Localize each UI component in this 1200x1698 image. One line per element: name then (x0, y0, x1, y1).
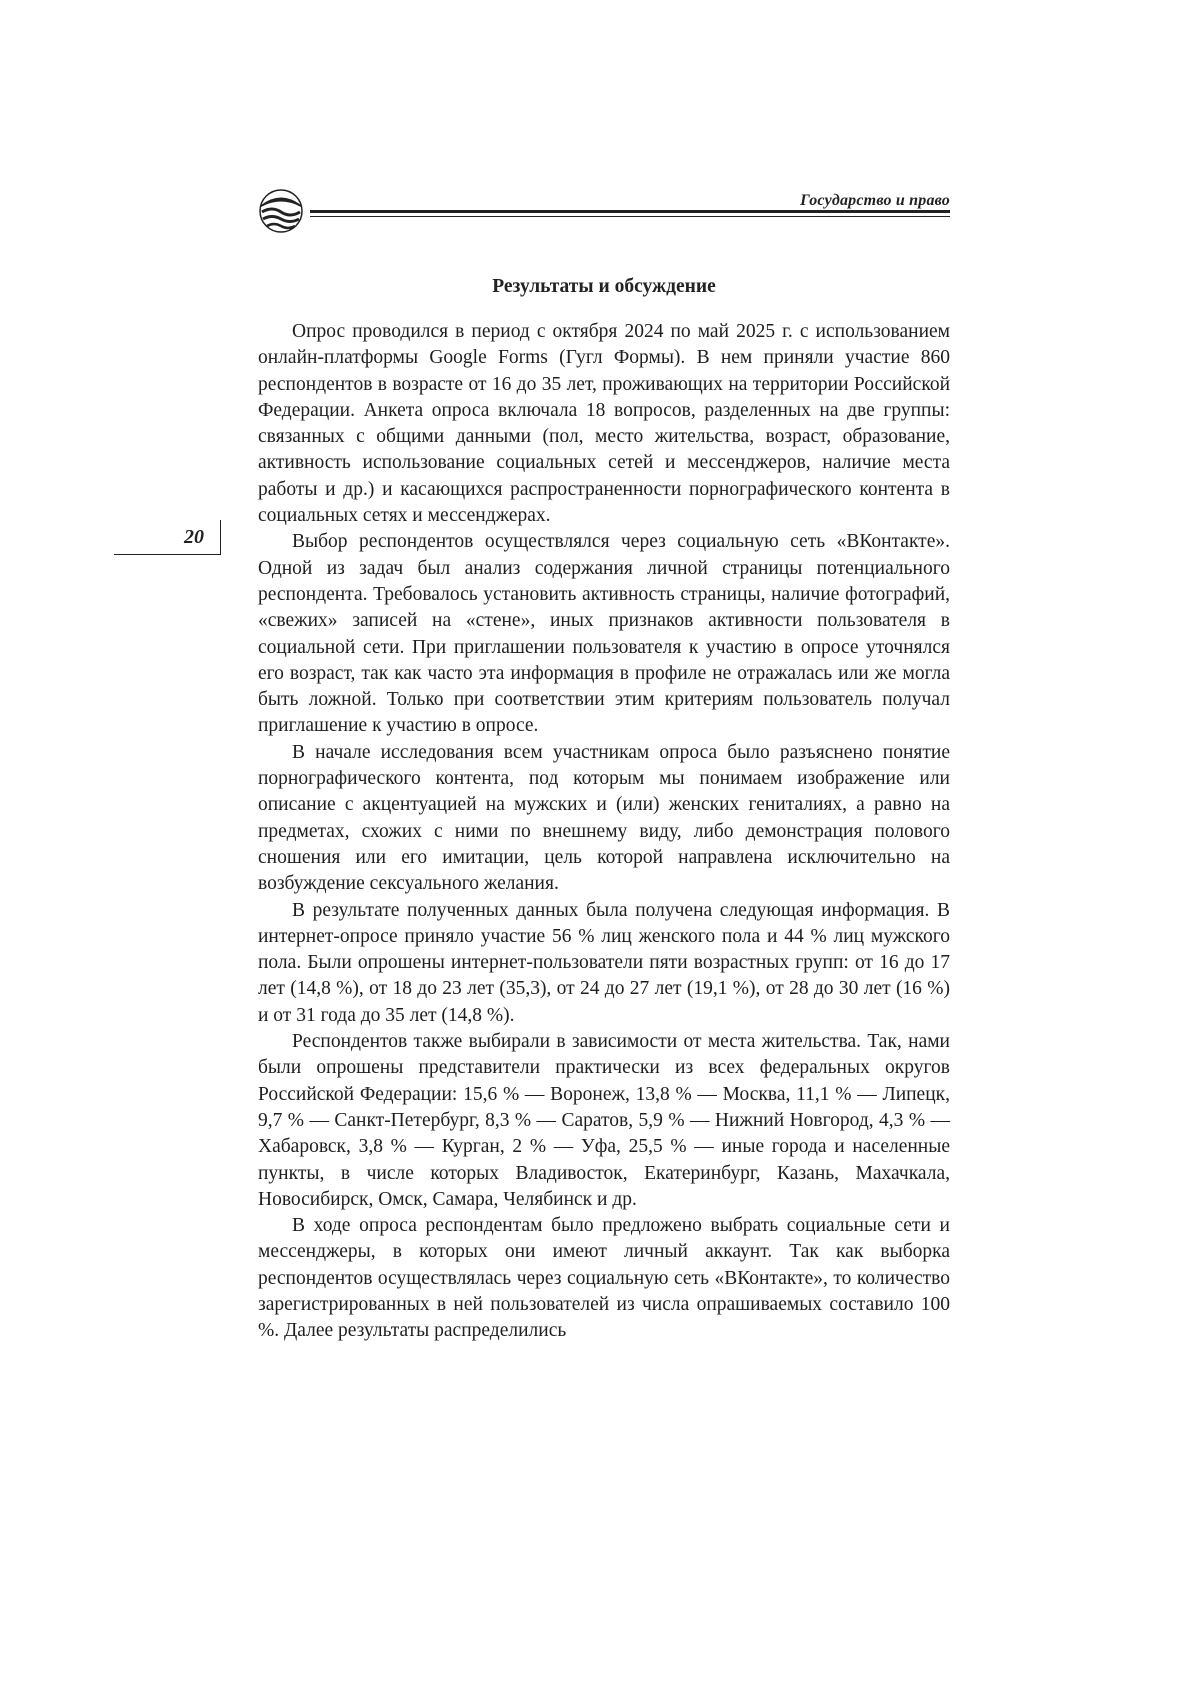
section-heading: Результаты и обсуждение (492, 276, 716, 297)
paragraph: В ходе опроса респондентам было предложено выбрать социальные сети и мессенджеры, в которых они имеют личный аккаунт. Так как выборка респондентов осуществлялась через социальную сеть «ВКонтакте», то количество зарегистрированных в ней пользователей из числа опрашиваемых составило 100 %. Далее результаты распределились (258, 1215, 950, 1342)
body-text (258, 319, 950, 1345)
page-number: 20 (184, 526, 204, 548)
paragraph: Респондентов также выбирали в зависимости от места жительства. Так, нами были опрошены представители практически из всех федеральных округов Российской Федерации: 15,6 % — Воронеж, 13,8 % — Москва, 11,1 % — Липецк, 9,7 % — Санкт-Петербург, 8,3 % — Саратов, 5,9 % — Нижний Новгород, 4,3 % — Хабаровск, 3,8 % — Курган, 2 % — Уфа, 25,5 % — иные города и населенные пункты, в числе которых Владивосток, Екатеринбург, Казань, Махачкала, Новосибирск, Омск, Самара, Челябинск и др. (258, 1031, 950, 1210)
page-number-box (114, 520, 221, 555)
header-rule-thin (310, 216, 950, 217)
paragraph: Выбор респондентов осуществлялся через социальную сеть «ВКонтакте». Одной из задач был анализ содержания личной страницы потенциального респондента. Требовалось установить активность страницы, наличие фотографий, «свежих» записей на «стене», иных признаков активности пользователя в социальной сети. При приглашении пользователя к участию в опросе уточнялся его возраст, так как часто эта информация в профиле не отражалась или же могла быть ложной. Только при соответствии этим критериям пользователь получал приглашение к участию в опросе. (258, 531, 950, 737)
header-rule-thick (310, 210, 950, 213)
waves-circle-logo-icon (258, 188, 304, 234)
paragraph: В результате полученных данных была получена следующая информация. В интернет-опросе приняло участие 56 % лиц женского пола и 44 % лиц мужского пола. Были опрошены интернет-пользователи пяти возрастных групп: от 16 до 17 лет (14,8 %), от 18 до 23 лет (35,3), от 24 до 27 лет (19,1 %), от 28 до 30 лет (16 %) и от 31 года до 35 лет (14,8 %). (258, 899, 950, 1026)
paragraph: В начале исследования всем участникам опроса было разъяснено понятие порнографического контента, под которым мы понимаем изображение или описание с акцентуацией на мужских и (или) женских гениталиях, а равно на предметах, схожих с ними по внешнему виду, либо демонстрация полового сношения или его имитации, цель которой направлена исключительно на возбуждение сексуального желания. (258, 741, 950, 895)
paragraph: Опрос проводился в период с октября 2024 по май 2025 г. с использованием онлайн-платформы Google Forms (Гугл Формы). В нем приняли участие 860 респондентов в возрасте от 16 до 35 лет, проживающих на территории Российской Федерации. Анкета опроса включала 18 вопросов, разделенных на две группы: связанных с общими данными (пол, место жительства, возраст, образование, активность использование социальных сетей и мессенджеров, наличие места работы и др.) и касающихся распространенности порнографического контента в социальных сетях и мессенджерах. (258, 321, 950, 527)
running-header (258, 188, 950, 236)
journal-title: Государство и право (800, 192, 950, 209)
